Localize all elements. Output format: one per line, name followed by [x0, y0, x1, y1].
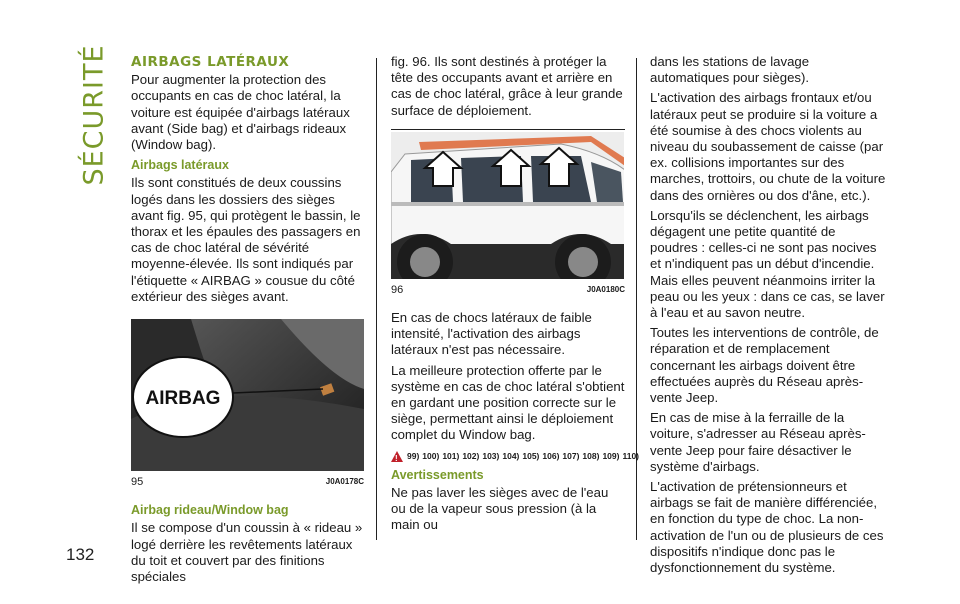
figure-96-caption	[391, 282, 625, 298]
col3-paragraph: Lorsqu'ils se déclenchent, les airbags dégagent une petite quantité de poudres : celles-ci ne sont pas nocives et n'indiquent pas un début d'incendie. Mais elles peuvent néanmoins irriter la peau ou les yeux : dans ce cas, se laver à l'eau et au savon neutre.	[650, 207, 885, 321]
figure-96-rule	[391, 129, 625, 130]
figure-95-code: J0A0178C	[325, 477, 364, 487]
column-3	[650, 54, 886, 580]
ref[interactable]: 99)	[407, 450, 420, 461]
ref[interactable]: 105)	[522, 450, 540, 461]
column-1	[131, 54, 364, 589]
intro-paragraph: Pour augmenter la protection des occupants en cas de choc latéral, la voiture est équipée d'airbags latéraux avant (Side bag) et d'airbags rideaux (Window bag).	[131, 72, 350, 153]
col3-paragraph: L'activation de prétensionneurs et airbags se fait de manière différenciée, en fonction du type de choc. La non-activation de l'un ou de plusieurs de ces dispositifs n'indique donc pas le dysfonctionnement du système.	[650, 479, 884, 576]
airbag-label: AIRBAG	[145, 388, 221, 410]
car-window-bag-illustration	[391, 132, 624, 279]
figure-96-code: J0A0180C	[586, 284, 625, 294]
side-airbags-paragraph: Ils sont constitués de deux coussins logés dans les dossiers des sièges avant fig. 95, qui protègent le bassin, le thorax et les épaules des passagers en cas de choc latéral de sévérité moyenne-élevée. Ils sont indiqués par l'étiquette « AIRBAG » cousue du côté extérieur des sièges avant.	[131, 175, 361, 304]
reference-list	[407, 450, 642, 463]
best-protection-paragraph: La meilleure protection offerte par le système en cas de choc latéral s'obtient en gardant une position correcte sur le siège, permettant ainsi le déploiement complet du Window bag.	[391, 362, 625, 443]
column-divider-2	[636, 58, 637, 540]
subheading-warnings: Avertissements	[391, 467, 484, 482]
col3-paragraph: L'activation des airbags frontaux et/ou latéraux peut se produire si la voiture a été soumise à des chocs violents au niveau du soubassement de caisse (par ex. collisions importantes sur des marches, trottoirs, ou chute de la voiture dans des ornières ou dos d'âne, etc.).	[650, 90, 886, 203]
ref[interactable]: 108)	[582, 450, 600, 461]
ref[interactable]: 110)	[622, 450, 639, 461]
section-title: SÉCURITÉ	[78, 44, 110, 186]
column-2	[391, 54, 639, 537]
warnings-paragraph: Ne pas laver les sièges avec de l'eau ou de la vapeur sous pression (à la main ou	[391, 484, 609, 533]
ref[interactable]: 106)	[542, 450, 560, 461]
page-number: 132	[66, 545, 95, 564]
figure-95-seat-airbag	[131, 319, 364, 471]
column-divider-1	[376, 58, 377, 540]
subheading-side-airbags: Airbags latéraux	[131, 158, 229, 173]
figure-95-number: 95	[131, 476, 144, 489]
col3-paragraph: dans les stations de lavage automatiques pour sièges).	[650, 54, 810, 86]
window-bag-paragraph: Il se compose d'un coussin à « rideau » logé derrière les revêtements latéraux du toit et couvert par des finitions spéciales	[131, 520, 363, 585]
col3-paragraph: Toutes les interventions de contrôle, de réparation et de remplacement concernant les airbags doivent être effectuées auprès du Réseau après-vente Jeep.	[650, 325, 879, 406]
ref[interactable]: 104)	[502, 450, 520, 461]
ref[interactable]: 103)	[482, 450, 500, 461]
ref[interactable]: 101)	[442, 450, 460, 461]
subheading-window-bag: Airbag rideau/Window bag	[131, 503, 289, 518]
ref[interactable]: 102)	[462, 450, 480, 461]
ref[interactable]: 107)	[562, 450, 580, 461]
figure-95-caption	[131, 474, 364, 490]
seat-airbag-illustration	[131, 319, 364, 471]
figure-96-number: 96	[391, 283, 404, 296]
col3-paragraph: En cas de mise à la ferraille de la voiture, s'adresser au Réseau après-vente Jeep pour faire désactiver le système d'airbags.	[650, 410, 866, 474]
ref[interactable]: 100)	[422, 450, 440, 461]
low-intensity-paragraph: En cas de chocs latéraux de faible intensité, l'activation des airbags latéraux n'est pas nécessaire.	[391, 310, 592, 358]
ref[interactable]: 109)	[602, 450, 620, 461]
warning-triangle-icon	[391, 451, 403, 462]
window-bag-continued: fig. 96. Ils sont destinés à protéger la tête des occupants avant et arrière en cas de choc latéral, grâce à leur grande surface de déploiement.	[391, 54, 623, 118]
warning-references	[391, 450, 639, 463]
section-heading: AIRBAGS LATÉRAUX	[131, 54, 290, 70]
figure-96-car-window-bag	[391, 132, 624, 279]
